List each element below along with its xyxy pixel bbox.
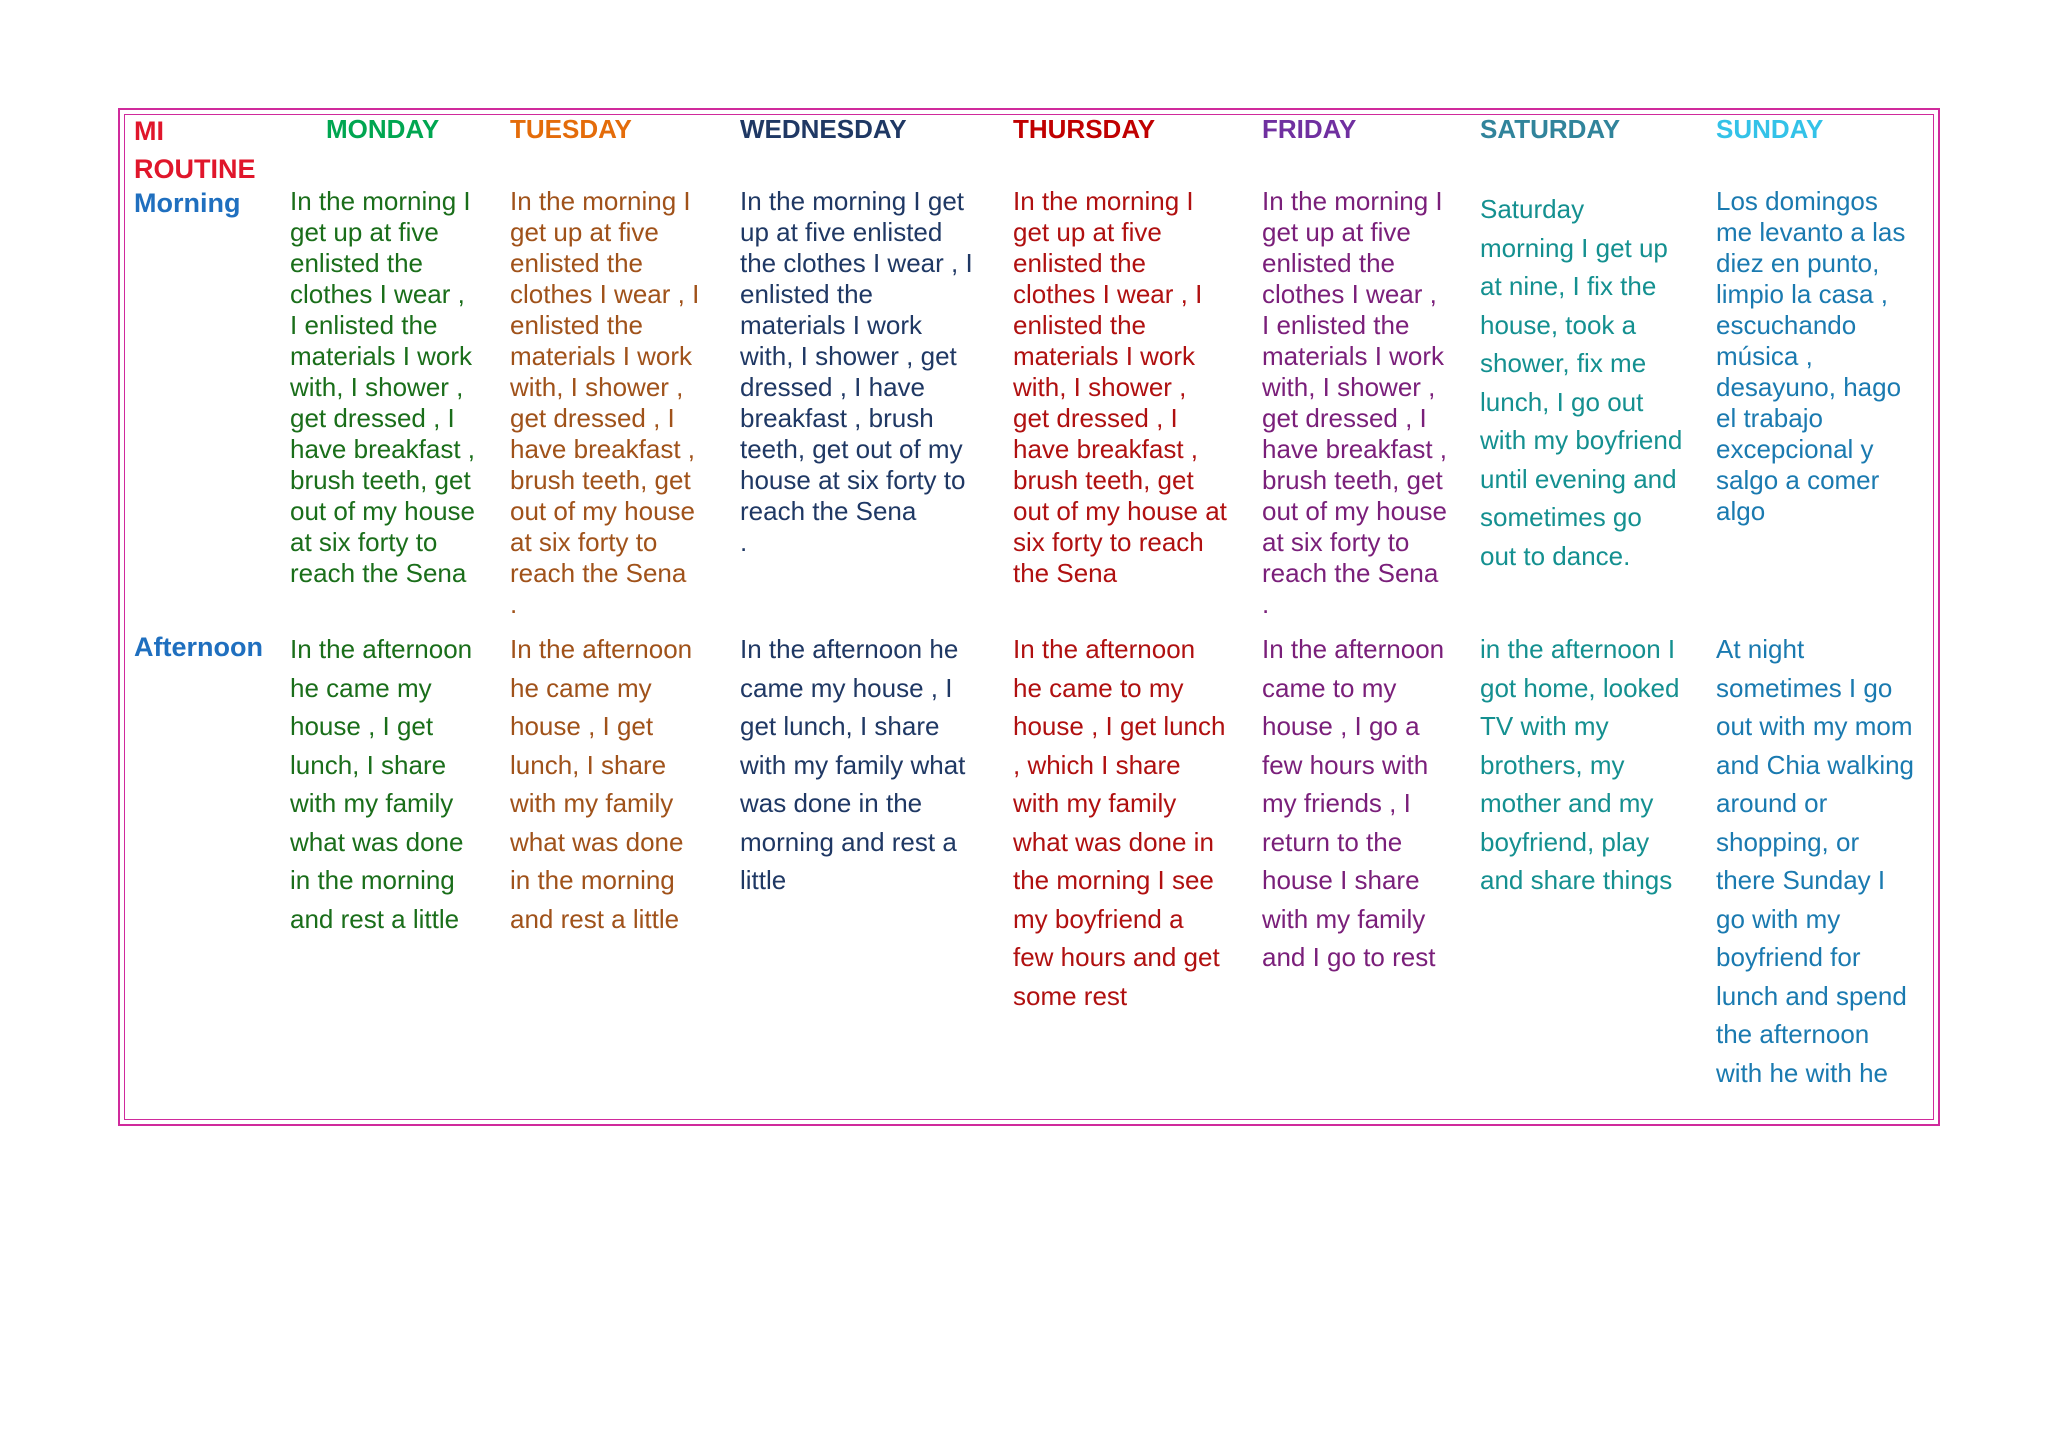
cell-wednesday-morning: In the morning I get up at five enlisted the clothes I wear , I enlisted the materials I work with, I shower , get dressed , I have breakfast , brush teeth, get out of my house at six forty to reach the Sena . bbox=[740, 186, 973, 557]
header-thursday: THURSDAY bbox=[1013, 114, 1156, 144]
row-label-afternoon: Afternoon bbox=[134, 632, 263, 662]
header-sunday: SUNDAY bbox=[1716, 114, 1824, 144]
cell-thursday-afternoon: In the afternoon he came to my house , I get lunch , which I share with my family what was done in the morning I see my boyfriend a few hours and get some rest bbox=[1013, 634, 1226, 1011]
row-label-morning: Morning bbox=[134, 188, 241, 218]
cell-wednesday-afternoon: In the afternoon he came my house , I get lunch, I share with my family what was done in the morning and rest a little bbox=[740, 634, 966, 895]
header-friday: FRIDAY bbox=[1262, 114, 1357, 144]
cell-monday-morning: In the morning I get up at five enlisted the clothes I wear , I enlisted the materials I work with, I shower , get dressed , I have breakfast , brush teeth, get out of my house at six forty to reach the Sena bbox=[290, 186, 475, 588]
header-saturday: SATURDAY bbox=[1480, 114, 1621, 144]
cell-thursday-morning: In the morning I get up at five enlisted the clothes I wear , I enlisted the materials I work with, I shower , get dressed , I have breakfast , brush teeth, get out of my house at six forty to reach the Sena bbox=[1013, 186, 1227, 588]
cell-tuesday-morning: In the morning I get up at five enlisted the clothes I wear , I enlisted the materials I work with, I shower , get dressed , I have breakfast , brush teeth, get out of my house at six forty to reach the Sena . bbox=[510, 186, 700, 619]
cell-saturday-morning: Saturday morning I get up at nine, I fix the house, took a shower, fix me lunch, I go out with my boyfriend until evening and sometimes go out to dance. bbox=[1480, 194, 1683, 571]
cell-sunday-afternoon: At night sometimes I go out with my mom and Chia walking around or shopping, or there Sunday I go with my boyfriend for lunch and spend the afternoon with he with he bbox=[1716, 634, 1915, 1088]
header-monday: MONDAY bbox=[326, 114, 440, 144]
cell-friday-afternoon: In the afternoon came to my house , I go a few hours with my friends , I return to the house I share with my family and I go to rest bbox=[1262, 634, 1445, 972]
cell-sunday-morning: Los domingos me levanto a las diez en punto, limpio la casa , escuchando música , desayuno, hago el trabajo excepcional y salgo a comer algo bbox=[1716, 186, 1906, 526]
cell-monday-afternoon: In the afternoon he came my house , I get lunch, I share with my family what was done in the morning and rest a little bbox=[290, 634, 473, 934]
cell-saturday-afternoon: in the afternoon I got home, looked TV with my brothers, my mother and my boyfriend, play and share things bbox=[1480, 634, 1680, 895]
cell-tuesday-afternoon: In the afternoon he came my house , I get lunch, I share with my family what was done in the morning and rest a little bbox=[510, 634, 693, 934]
cell-friday-morning: In the morning I get up at five enlisted the clothes I wear , I enlisted the materials I work with, I shower , get dressed , I have breakfast , brush teeth, get out of my house at six forty to reach the Sena . bbox=[1262, 186, 1447, 619]
header-tuesday: TUESDAY bbox=[510, 114, 632, 144]
table-corner-label: MI ROUTINE bbox=[134, 116, 256, 184]
header-wednesday: WEDNESDAY bbox=[740, 114, 907, 144]
